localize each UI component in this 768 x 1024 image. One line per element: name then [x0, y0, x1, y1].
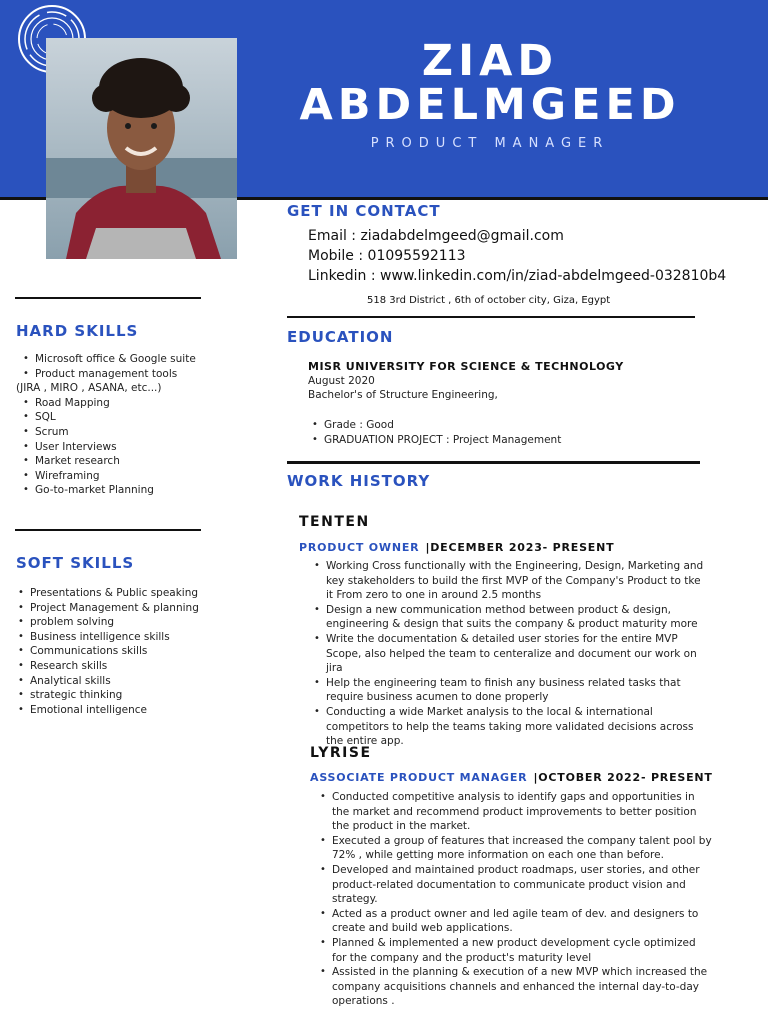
list-item: • problem solving — [16, 615, 226, 630]
job-bullets — [314, 559, 710, 749]
list-item: • Grade : Good — [310, 418, 690, 433]
education-details — [310, 418, 690, 447]
job-bullets — [320, 790, 712, 1009]
role-title: ASSOCIATE PRODUCT MANAGER — [310, 771, 528, 784]
soft-skills-list — [16, 586, 226, 717]
hard-skills-list — [16, 352, 221, 498]
list-item: • Microsoft office & Google suite — [21, 352, 221, 367]
list-item: • strategic thinking — [16, 688, 226, 703]
list-item: • Planned & implemented a new product development cycle optimized for the company and the product's maturity level — [320, 936, 712, 965]
list-item: • Research skills — [16, 659, 226, 674]
list-item: • Go-to-market Planning — [21, 483, 221, 498]
contact-heading: GET IN CONTACT — [287, 202, 441, 220]
list-item: • Write the documentation & detailed user stories for the entire MVP Scope, also helped the team to centeralize and document our work on jira — [314, 632, 710, 676]
email-text[interactable]: Email : ziadabdelmgeed@gmail.com — [308, 228, 564, 244]
list-item: • Acted as a product owner and led agile team of dev. and designers to create and build web applications. — [320, 907, 712, 936]
mobile-text[interactable]: Mobile : 01095592113 — [308, 248, 466, 264]
hard-skills-heading: HARD SKILLS — [16, 322, 139, 340]
company-name: LYRISE — [310, 745, 372, 761]
list-item: • Help the engineering team to finish any business related tasks that require business acumen to done properly — [314, 676, 710, 705]
list-item: (JIRA , MIRO , ASANA, etc...) — [16, 382, 162, 395]
list-item: • Wireframing — [21, 469, 221, 484]
list-item: • User Interviews — [21, 440, 221, 455]
list-item: • Scrum — [21, 425, 221, 440]
degree-text: Bachelor's of Structure Engineering, — [308, 389, 498, 401]
list-item: • SQL — [21, 410, 221, 425]
list-item: • Project Management & planning — [16, 601, 226, 616]
role-line — [310, 771, 713, 784]
role-dates: |DECEMBER 2023- PRESENT — [425, 541, 615, 554]
first-name: ZIAD — [421, 36, 559, 86]
address-text: 518 3rd District , 6th of october city, Giza, Egypt — [367, 295, 611, 306]
list-item: • Conducting a wide Market analysis to the local & international competitors to help the teams taking more validated decisions across the entire app. — [314, 705, 710, 749]
role-title: PRODUCT OWNER — [299, 541, 420, 554]
last-name: ABDELMGEED — [299, 80, 681, 130]
list-item: • Market research — [21, 454, 221, 469]
role-line — [299, 541, 614, 554]
soft-skills-divider — [15, 529, 201, 531]
list-item: • Assisted in the planning & execution of a new MVP which increased the company acquisitions channels and enhanced the internal day-to-day operations . — [320, 965, 712, 1009]
list-item: • Developed and maintained product roadmaps, user stories, and other product-related documentation to communicate product vision and strategy. — [320, 863, 712, 907]
list-item: • Road Mapping — [21, 396, 221, 411]
list-item: • Conducted competitive analysis to identify gaps and opportunities in the market and recommend product improvements to better position the product in the market. — [320, 790, 712, 834]
list-item: • Working Cross functionally with the Engineering, Design, Marketing and key stakeholders to build the first MVP of the Company's Product to tke it From zero to one in around 2.5 months — [314, 559, 710, 603]
list-item: • Business intelligence skills — [16, 630, 226, 645]
list-item: • Executed a group of features that increased the company talent pool by 72% , while getting more information on each one than before. — [320, 834, 712, 863]
hard-skills-divider — [15, 297, 201, 299]
work-history-heading: WORK HISTORY — [287, 472, 431, 490]
education-heading: EDUCATION — [287, 328, 394, 346]
list-item: • Presentations & Public speaking — [16, 586, 226, 601]
list-item: • Design a new communication method between product & design, engineering & design that suits the company & product maturity more — [314, 603, 710, 632]
education-date: August 2020 — [308, 375, 375, 387]
list-item: • Product management tools — [21, 367, 221, 382]
school-name: MISR UNIVERSITY FOR SCIENCE & TECHNOLOGY — [308, 360, 624, 373]
company-name: TENTEN — [299, 514, 370, 530]
list-item: • Communications skills — [16, 644, 226, 659]
profile-photo — [46, 38, 237, 259]
list-item: • Emotional intelligence — [16, 703, 226, 718]
education-divider — [287, 461, 700, 464]
list-item: • GRADUATION PROJECT : Project Management — [310, 433, 690, 448]
linkedin-text[interactable]: Linkedin : www.linkedin.com/in/ziad-abdelmgeed-032810b4 — [308, 268, 727, 284]
contact-divider — [287, 316, 695, 318]
role-dates: |OCTOBER 2022- PRESENT — [533, 771, 713, 784]
soft-skills-heading: SOFT SKILLS — [16, 554, 135, 572]
job-title: PRODUCT MANAGER — [370, 136, 610, 151]
list-item: • Analytical skills — [16, 674, 226, 689]
